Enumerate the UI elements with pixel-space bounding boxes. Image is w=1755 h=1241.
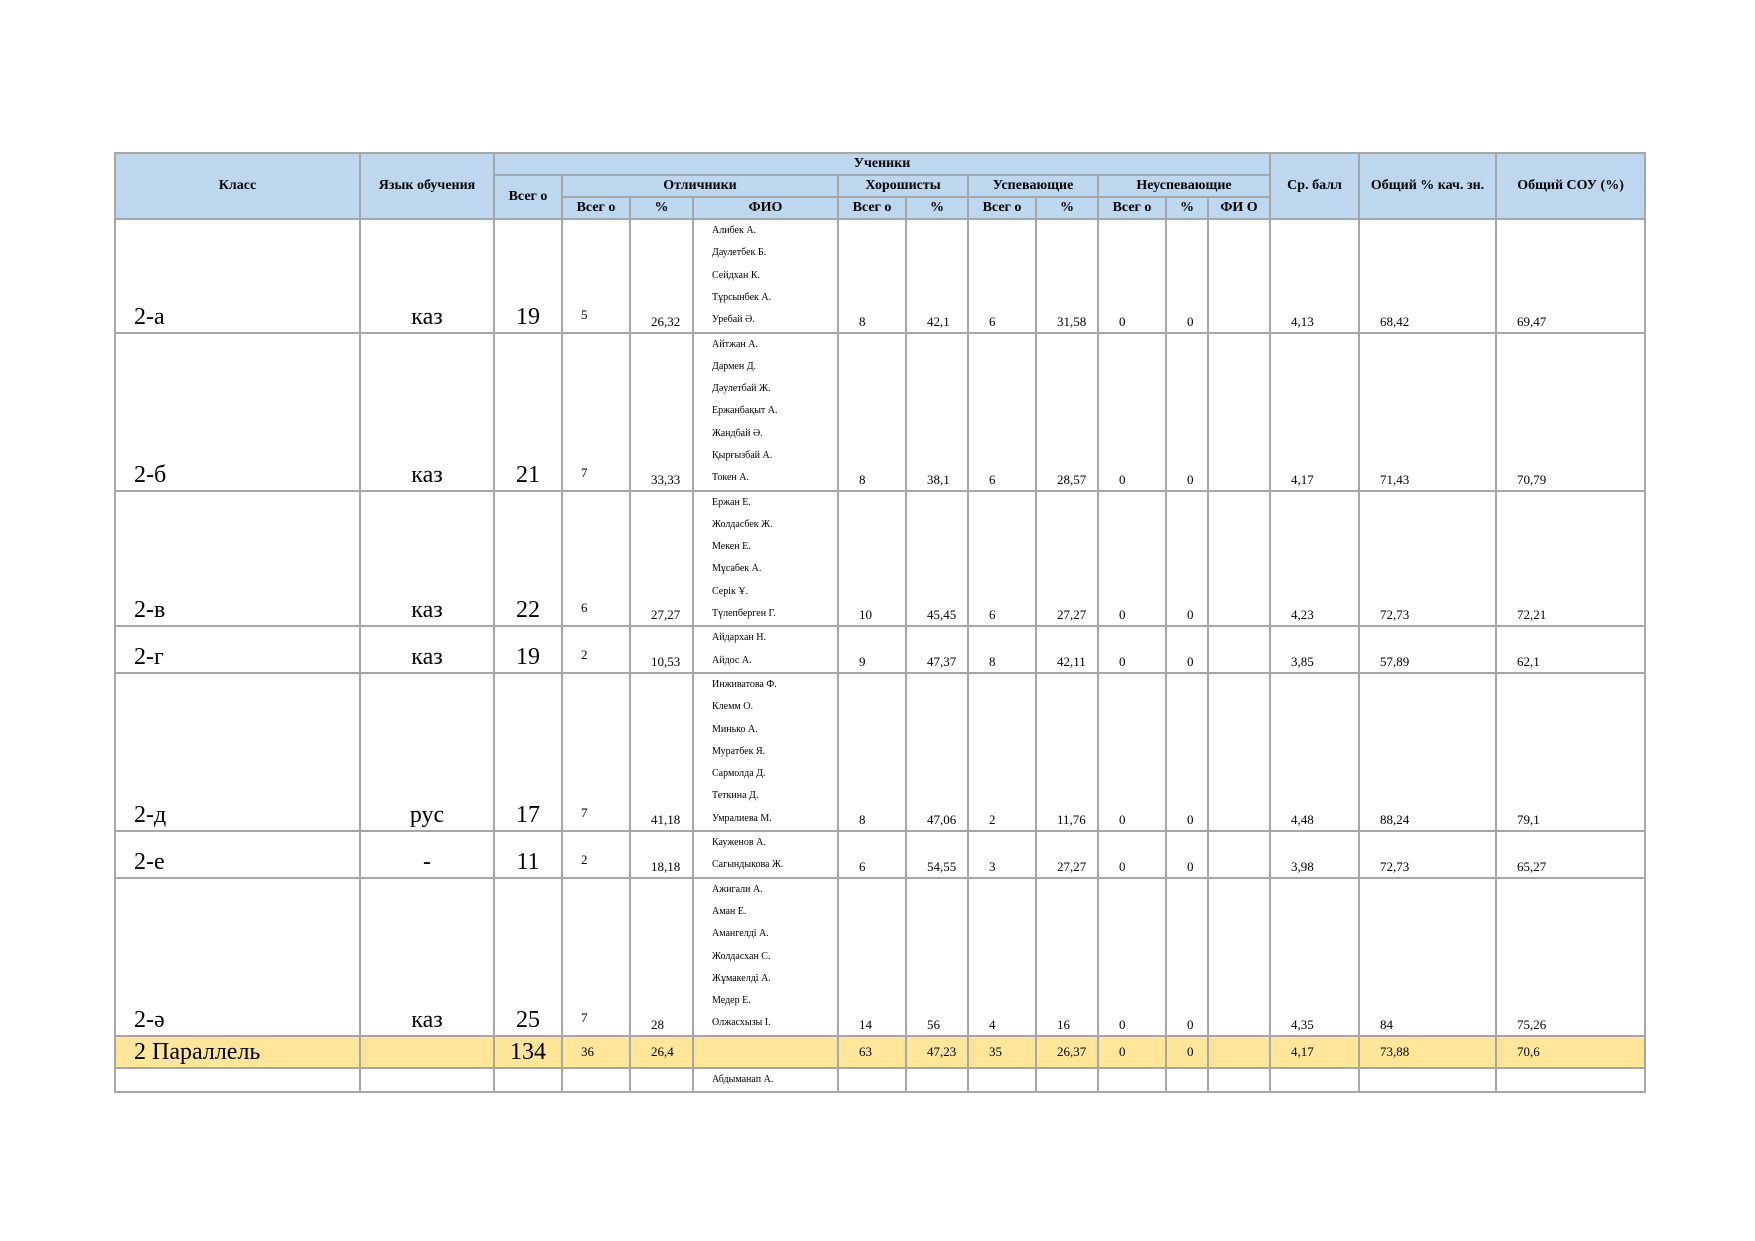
row-otl-fio xyxy=(693,333,838,491)
row-hor-pct: 47,06 xyxy=(906,673,968,831)
header-neuspevayushchie: Неуспевающие xyxy=(1098,175,1270,197)
row-neu-count xyxy=(1098,1068,1166,1092)
row-quality xyxy=(1359,1068,1496,1092)
student-name: Абдыманап А. xyxy=(712,1073,774,1085)
row-neu-pct: 0 xyxy=(1166,673,1208,831)
row-neu-pct: 0 xyxy=(1166,219,1208,333)
row-klass: 2-б xyxy=(115,333,360,491)
row-neu-fio xyxy=(1208,673,1270,831)
row-otl-pct: 33,33 xyxy=(630,333,693,491)
row-otl-count: 5 xyxy=(562,219,630,333)
row-usp-pct: 28,57 xyxy=(1036,333,1098,491)
row-otl-fio xyxy=(693,626,838,673)
row-hor-pct: 38,1 xyxy=(906,333,968,491)
summary-hor-count: 63 xyxy=(838,1036,906,1068)
student-name: Сагындыкова Ж. xyxy=(712,859,784,871)
row-language: каз xyxy=(360,626,494,673)
summary-usp-pct: 26,37 xyxy=(1036,1036,1098,1068)
row-avg-score: 3,85 xyxy=(1270,626,1359,673)
row-otl-count xyxy=(562,1068,630,1092)
student-name: Минько А. xyxy=(712,723,758,735)
student-name: Умралиева М. xyxy=(712,812,772,824)
row-hor-pct: 42,1 xyxy=(906,219,968,333)
row-avg-score xyxy=(1270,1068,1359,1092)
row-neu-fio xyxy=(1208,219,1270,333)
row-avg-score: 3,98 xyxy=(1270,831,1359,878)
row-total: 25 xyxy=(494,878,562,1036)
student-name: Жұмакелді А. xyxy=(712,972,771,984)
row-quality: 68,42 xyxy=(1359,219,1496,333)
row-klass: 2-д xyxy=(115,673,360,831)
row-neu-count: 0 xyxy=(1098,219,1166,333)
student-name: Аман Е. xyxy=(712,905,747,917)
student-name: Тұрсынбек А. xyxy=(712,291,772,303)
row-total: 17 xyxy=(494,673,562,831)
header-otl-fio: ФИО xyxy=(693,197,838,219)
student-name: Мұсабек А. xyxy=(712,563,762,575)
header-horoshisty: Хорошисты xyxy=(838,175,968,197)
row-language: каз xyxy=(360,219,494,333)
row-hor-count: 8 xyxy=(838,219,906,333)
student-name: Серік Ұ. xyxy=(712,585,749,597)
table-row xyxy=(115,333,1645,491)
row-hor-count: 10 xyxy=(838,491,906,627)
header-otl-total: Всег о xyxy=(562,197,630,219)
row-total: 11 xyxy=(494,831,562,878)
row-hor-pct xyxy=(906,1068,968,1092)
row-otl-fio xyxy=(693,673,838,831)
student-name: Теткина Д. xyxy=(712,790,759,802)
row-otl-fio xyxy=(693,219,838,333)
row-usp-count: 2 xyxy=(968,673,1036,831)
row-otl-count: 7 xyxy=(562,878,630,1036)
results-table xyxy=(114,152,1646,1093)
row-sou: 72,21 xyxy=(1496,491,1645,627)
student-name: Ержанбақыт А. xyxy=(712,405,778,417)
student-name: Муратбек Я. xyxy=(712,745,766,757)
summary-neu-count: 0 xyxy=(1098,1036,1166,1068)
row-avg-score: 4,17 xyxy=(1270,333,1359,491)
header-otl-pct: % xyxy=(630,197,693,219)
student-name: Жандбай Ә. xyxy=(712,427,763,439)
student-name: Жолдасбек Ж. xyxy=(712,518,773,530)
student-name: Даулетбек Б. xyxy=(712,247,767,259)
header-total: Всег о xyxy=(494,175,562,219)
row-usp-count: 6 xyxy=(968,491,1036,627)
row-hor-pct: 45,45 xyxy=(906,491,968,627)
row-language: каз xyxy=(360,878,494,1036)
row-klass: 2-г xyxy=(115,626,360,673)
row-usp-pct: 27,27 xyxy=(1036,831,1098,878)
summary-usp-count: 35 xyxy=(968,1036,1036,1068)
row-usp-count: 3 xyxy=(968,831,1036,878)
student-name: Клемм О. xyxy=(712,701,753,713)
header-avg-score: Ср. балл xyxy=(1270,153,1359,219)
row-otl-count: 7 xyxy=(562,333,630,491)
row-usp-count xyxy=(968,1068,1036,1092)
row-hor-count: 8 xyxy=(838,673,906,831)
row-avg-score: 4,48 xyxy=(1270,673,1359,831)
table-row xyxy=(115,219,1645,333)
row-language: каз xyxy=(360,491,494,627)
row-neu-fio xyxy=(1208,831,1270,878)
student-name: Айтжан А. xyxy=(712,338,758,350)
summary-sou: 70,6 xyxy=(1496,1036,1645,1068)
summary-neu-fio xyxy=(1208,1036,1270,1068)
row-hor-count xyxy=(838,1068,906,1092)
table-row xyxy=(115,831,1645,878)
row-sou xyxy=(1496,1068,1645,1092)
row-total: 22 xyxy=(494,491,562,627)
header-sou: Общий СОУ (%) xyxy=(1496,153,1645,219)
header-usp-total: Всег о xyxy=(968,197,1036,219)
row-quality: 72,73 xyxy=(1359,831,1496,878)
table-row xyxy=(115,878,1645,1036)
row-total: 19 xyxy=(494,219,562,333)
row-sou: 62,1 xyxy=(1496,626,1645,673)
student-name: Медер Е. xyxy=(712,995,751,1007)
row-otl-pct: 27,27 xyxy=(630,491,693,627)
row-usp-pct: 16 xyxy=(1036,878,1098,1036)
table-row xyxy=(115,626,1645,673)
row-usp-pct: 42,11 xyxy=(1036,626,1098,673)
row-otl-pct: 28 xyxy=(630,878,693,1036)
row-hor-count: 6 xyxy=(838,831,906,878)
row-hor-pct: 56 xyxy=(906,878,968,1036)
row-sou: 75,26 xyxy=(1496,878,1645,1036)
summary-hor-pct: 47,23 xyxy=(906,1036,968,1068)
student-name: Дармен Д. xyxy=(712,360,757,372)
row-neu-fio xyxy=(1208,626,1270,673)
student-name: Қырғызбай А. xyxy=(712,449,773,461)
student-name: Алибек А. xyxy=(712,225,757,236)
row-language: каз xyxy=(360,333,494,491)
row-klass: 2-а xyxy=(115,219,360,333)
row-neu-fio xyxy=(1208,333,1270,491)
row-neu-pct: 0 xyxy=(1166,626,1208,673)
header-uspevayushchie: Успевающие xyxy=(968,175,1098,197)
row-otl-count: 6 xyxy=(562,491,630,627)
row-klass: 2-е xyxy=(115,831,360,878)
row-otl-count: 7 xyxy=(562,673,630,831)
row-quality: 72,73 xyxy=(1359,491,1496,627)
summary-total: 134 xyxy=(494,1036,562,1068)
row-neu-pct: 0 xyxy=(1166,831,1208,878)
row-total xyxy=(494,1068,562,1092)
row-neu-count: 0 xyxy=(1098,626,1166,673)
row-avg-score: 4,13 xyxy=(1270,219,1359,333)
student-name: Уребай Ә. xyxy=(712,314,755,326)
summary-otl-count: 36 xyxy=(562,1036,630,1068)
row-neu-fio xyxy=(1208,878,1270,1036)
row-neu-count: 0 xyxy=(1098,878,1166,1036)
row-klass: 2-ә xyxy=(115,878,360,1036)
row-total: 21 xyxy=(494,333,562,491)
row-hor-count: 8 xyxy=(838,333,906,491)
summary-row xyxy=(115,1036,1645,1068)
row-usp-pct: 31,58 xyxy=(1036,219,1098,333)
header-neu-fio: ФИ О xyxy=(1208,197,1270,219)
row-neu-fio xyxy=(1208,1068,1270,1092)
student-name: Жолдасхан С. xyxy=(712,950,771,962)
row-hor-pct: 47,37 xyxy=(906,626,968,673)
row-otl-fio xyxy=(693,491,838,627)
row-quality: 88,24 xyxy=(1359,673,1496,831)
header-quality: Общий % кач. зн. xyxy=(1359,153,1496,219)
row-neu-count: 0 xyxy=(1098,491,1166,627)
student-name: Кауженов А. xyxy=(712,837,766,849)
student-name: Сейдхан К. xyxy=(712,269,760,281)
summary-otl-fio xyxy=(693,1036,838,1068)
header-language: Язык обучения xyxy=(360,153,494,219)
row-otl-pct xyxy=(630,1068,693,1092)
summary-language xyxy=(360,1036,494,1068)
row-hor-count: 9 xyxy=(838,626,906,673)
student-name: Олжасхызы І. xyxy=(712,1017,771,1029)
row-neu-count: 0 xyxy=(1098,831,1166,878)
student-name: Токен А. xyxy=(712,472,749,484)
student-name: Ержан Е. xyxy=(712,496,751,508)
row-neu-pct xyxy=(1166,1068,1208,1092)
row-language xyxy=(360,1068,494,1092)
header-neu-total: Всег о xyxy=(1098,197,1166,219)
row-otl-pct: 26,32 xyxy=(630,219,693,333)
row-quality: 71,43 xyxy=(1359,333,1496,491)
row-neu-pct: 0 xyxy=(1166,491,1208,627)
row-hor-count: 14 xyxy=(838,878,906,1036)
row-otl-fio xyxy=(693,878,838,1036)
student-name: Айдархан Н. xyxy=(712,632,766,644)
row-klass: 2-в xyxy=(115,491,360,627)
student-name: Айдос А. xyxy=(712,654,752,666)
student-name: Дәулетбай Ж. xyxy=(712,383,771,395)
table-row xyxy=(115,491,1645,627)
summary-quality: 73,88 xyxy=(1359,1036,1496,1068)
row-usp-count: 8 xyxy=(968,626,1036,673)
summary-avg-score: 4,17 xyxy=(1270,1036,1359,1068)
summary-otl-pct: 26,4 xyxy=(630,1036,693,1068)
table-header xyxy=(115,153,1645,219)
table-row xyxy=(115,673,1645,831)
row-usp-count: 4 xyxy=(968,878,1036,1036)
row-total: 19 xyxy=(494,626,562,673)
student-name: Инживатова Ф. xyxy=(712,678,777,690)
row-language: рус xyxy=(360,673,494,831)
row-sou: 79,1 xyxy=(1496,673,1645,831)
header-neu-pct: % xyxy=(1166,197,1208,219)
row-quality: 84 xyxy=(1359,878,1496,1036)
row-usp-count: 6 xyxy=(968,333,1036,491)
header-klass: Класс xyxy=(115,153,360,219)
row-neu-count: 0 xyxy=(1098,673,1166,831)
student-name: Ажигали А. xyxy=(712,883,763,895)
row-hor-pct: 54,55 xyxy=(906,831,968,878)
header-otlichniki: Отличники xyxy=(562,175,838,197)
student-name: Сармолда Д. xyxy=(712,768,766,780)
header-students: Ученики xyxy=(494,153,1270,175)
row-otl-pct: 18,18 xyxy=(630,831,693,878)
row-otl-count: 2 xyxy=(562,831,630,878)
student-name: Түлепберген Г. xyxy=(712,608,776,620)
row-language: - xyxy=(360,831,494,878)
row-sou: 65,27 xyxy=(1496,831,1645,878)
row-neu-fio xyxy=(1208,491,1270,627)
row-otl-count: 2 xyxy=(562,626,630,673)
summary-neu-pct: 0 xyxy=(1166,1036,1208,1068)
row-otl-pct: 10,53 xyxy=(630,626,693,673)
row-neu-count: 0 xyxy=(1098,333,1166,491)
row-usp-count: 6 xyxy=(968,219,1036,333)
row-sou: 70,79 xyxy=(1496,333,1645,491)
row-otl-pct: 41,18 xyxy=(630,673,693,831)
table-row-partial xyxy=(115,1068,1645,1092)
row-quality: 57,89 xyxy=(1359,626,1496,673)
row-avg-score: 4,35 xyxy=(1270,878,1359,1036)
table-body xyxy=(115,219,1645,1092)
header-hor-pct: % xyxy=(906,197,968,219)
header-usp-pct: % xyxy=(1036,197,1098,219)
row-neu-pct: 0 xyxy=(1166,878,1208,1036)
row-klass xyxy=(115,1068,360,1092)
student-name: Мекен Е. xyxy=(712,541,751,553)
row-usp-pct: 11,76 xyxy=(1036,673,1098,831)
student-name: Амангелді А. xyxy=(712,928,769,940)
summary-klass: 2 Параллель xyxy=(115,1036,360,1068)
header-hor-total: Всег о xyxy=(838,197,906,219)
row-usp-pct: 27,27 xyxy=(1036,491,1098,627)
row-otl-fio xyxy=(693,1068,838,1092)
row-sou: 69,47 xyxy=(1496,219,1645,333)
row-avg-score: 4,23 xyxy=(1270,491,1359,627)
row-otl-fio xyxy=(693,831,838,878)
row-neu-pct: 0 xyxy=(1166,333,1208,491)
row-usp-pct xyxy=(1036,1068,1098,1092)
